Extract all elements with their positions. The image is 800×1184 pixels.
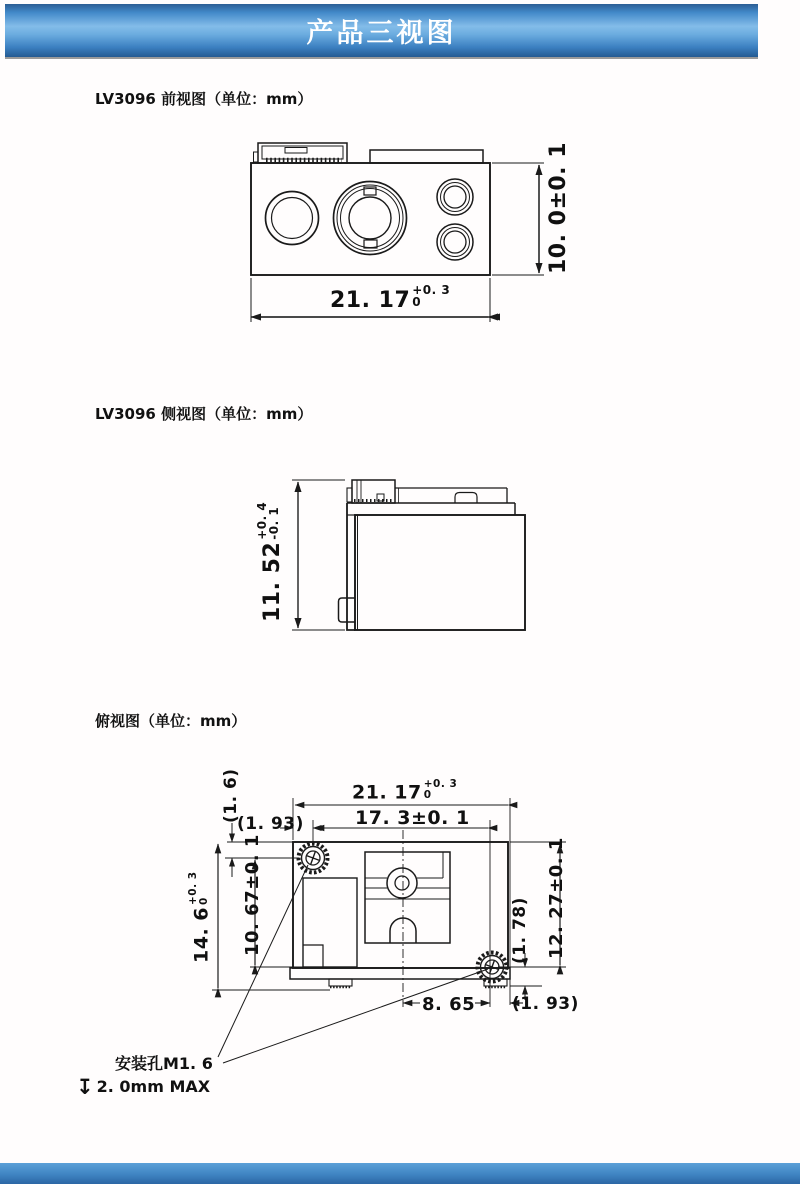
- front-view-label: LV3096 前视图（单位：mm）: [95, 90, 313, 108]
- top-offset-top-dim: (1. 6): [221, 768, 241, 823]
- top-height-dim: 14. 6 +0. 3 0: [187, 871, 213, 963]
- side-view-drawing: [240, 460, 570, 660]
- top-offset-bottom-dim: (1. 93): [512, 994, 579, 1014]
- top-inner-width-dim: 17. 3±0. 1: [355, 807, 470, 829]
- top-offset-left-dim: (1. 93): [237, 814, 304, 834]
- depth-icon: ↧: [76, 1075, 94, 1099]
- side-view-label: LV3096 侧视图（单位：mm）: [95, 405, 313, 423]
- front-height-dim: 10. 0±0. 1: [546, 141, 571, 274]
- page-title: 产品三视图: [306, 18, 457, 49]
- top-view-label: 俯视图（单位：mm）: [95, 712, 247, 730]
- top-hole-span-v-dim: 10. 67±0. 1: [242, 834, 263, 956]
- top-width-dim: 21. 17 +0. 3 0: [352, 778, 458, 804]
- top-offset-bottom-right-dim: (1. 78): [510, 897, 530, 964]
- top-right-height-dim: 12. 27±0. 1: [546, 837, 567, 959]
- footer-bar: [0, 1163, 800, 1184]
- depth-note: ↧ 2. 0mm MAX: [76, 1075, 211, 1099]
- front-width-dim: 21. 17 +0. 3 0: [330, 283, 451, 313]
- top-hole-span-h-dim: 8. 65: [422, 994, 476, 1015]
- mounting-hole-note: 安装孔M1. 6: [115, 1054, 213, 1073]
- side-height-dim: 11. 52 +0. 4 -0. 1: [255, 501, 285, 622]
- header-bar: [5, 4, 758, 59]
